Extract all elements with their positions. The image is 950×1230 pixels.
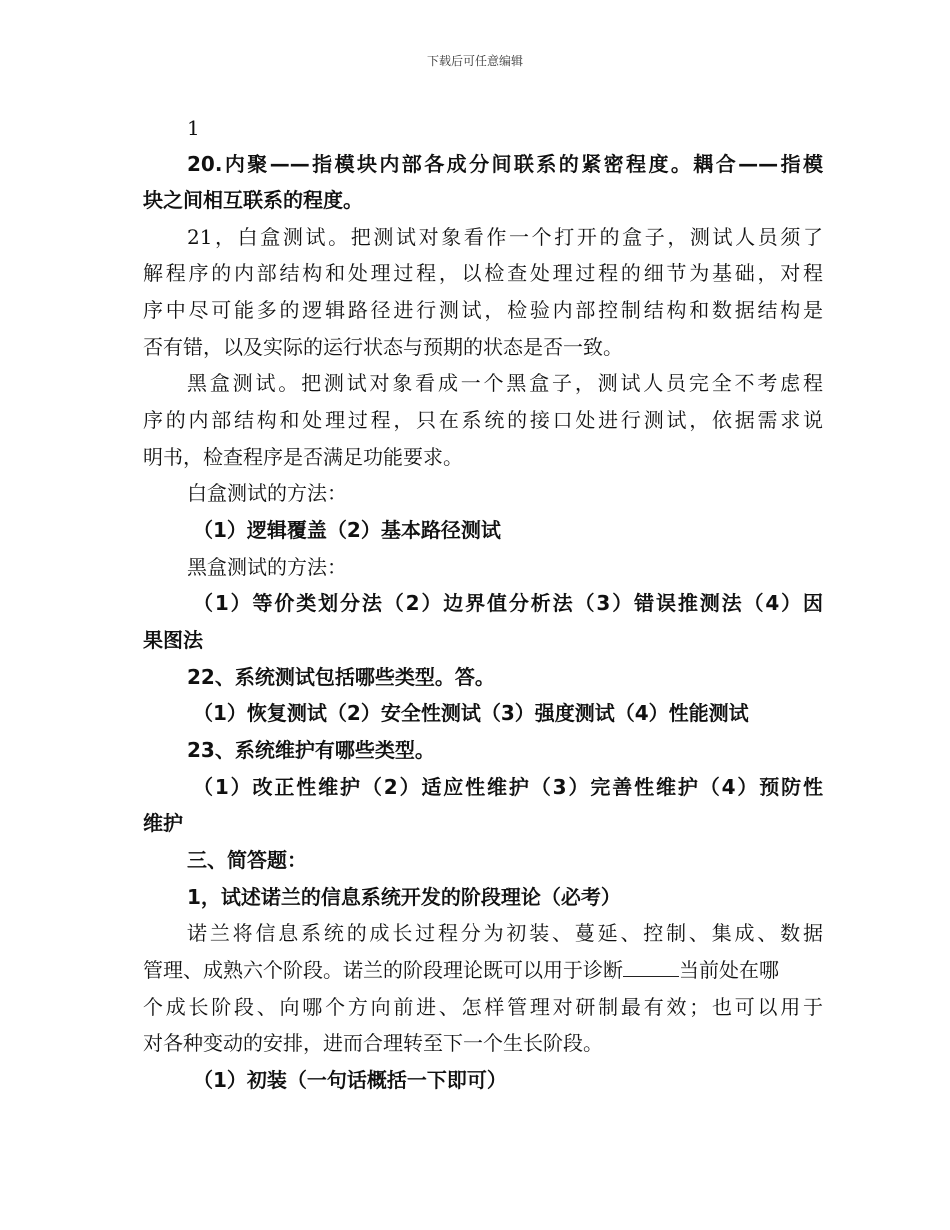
fill-in-blank — [623, 958, 679, 977]
nolan-text-line-4: 对各种变动的安排，进而合理转至下一个生长阶段。 — [143, 1031, 603, 1055]
nolan-text-line-2-end: 当前处在哪 — [679, 958, 779, 982]
q23-answer-line-1: （1）改正性维护（2）适应性维护（3）完善性维护（4）预防性 — [193, 775, 823, 799]
section-3-question-1-title: 1，试述诺兰的信息系统开发的阶段理论（必考） — [187, 885, 621, 909]
q21-text-line-4: 否有错，以及实际的运行状态与预期的状态是否一致。 — [143, 335, 623, 359]
q23-title: 23、系统维护有哪些类型。 — [187, 738, 435, 762]
black-box-line-3: 明书，检查程序是否满足功能要求。 — [143, 445, 463, 469]
page-number: 1 — [187, 116, 200, 140]
white-box-methods: （1）逻辑覆盖（2）基本路径测试 — [193, 518, 501, 542]
black-box-line-2: 序的内部结构和处理过程，只在系统的接口处进行测试，依据需求说 — [143, 408, 823, 432]
q21-text-line-2: 解程序的内部结构和处理过程，以检查处理过程的细节为基础，对程 — [143, 261, 823, 285]
nolan-text-line-3: 个成长阶段、向哪个方向前进、怎样管理对研制最有效；也可以用于 — [143, 995, 823, 1019]
section-3-title: 三、简答题： — [187, 848, 307, 872]
q20-text-line-2: 块之间相互联系的程度。 — [143, 188, 363, 212]
q22-answer: （1）恢复测试（2）安全性测试（3）强度测试（4）性能测试 — [193, 701, 749, 725]
black-box-methods-label: 黑盒测试的方法： — [187, 555, 347, 579]
q23-answer-line-2: 维护 — [143, 811, 183, 835]
q22-title: 22、系统测试包括哪些类型。答。 — [187, 665, 495, 689]
stage-1-initiation: （1）初装（一句话概括一下即可） — [193, 1068, 507, 1092]
q20-text-line-1: 20.内聚——指模块内部各成分间联系的紧密程度。耦合——指模 — [187, 152, 823, 176]
page-header-note: 下载后可任意编辑 — [426, 54, 523, 68]
nolan-text-line-2-start: 管理、成熟六个阶段。诺兰的阶段理论既可以用于诊断 — [143, 958, 623, 982]
black-box-line-1: 黑盒测试。把测试对象看成一个黑盒子，测试人员完全不考虑程 — [187, 371, 823, 395]
white-box-methods-label: 白盒测试的方法： — [187, 481, 347, 505]
nolan-text-line-1: 诺兰将信息系统的成长过程分为初装、蔓延、控制、集成、数据 — [187, 921, 823, 945]
q21-text-line-1: 21，白盒测试。把测试对象看作一个打开的盒子，测试人员须了 — [187, 225, 823, 249]
black-box-methods-line-2: 果图法 — [143, 628, 203, 652]
q21-text-line-3: 序中尽可能多的逻辑路径进行测试，检验内部控制结构和数据结构是 — [143, 298, 823, 322]
black-box-methods-line-1: （1）等价类划分法（2）边界值分析法（3）错误推测法（4）因 — [193, 591, 823, 615]
nolan-text-line-2 — [143, 956, 823, 984]
